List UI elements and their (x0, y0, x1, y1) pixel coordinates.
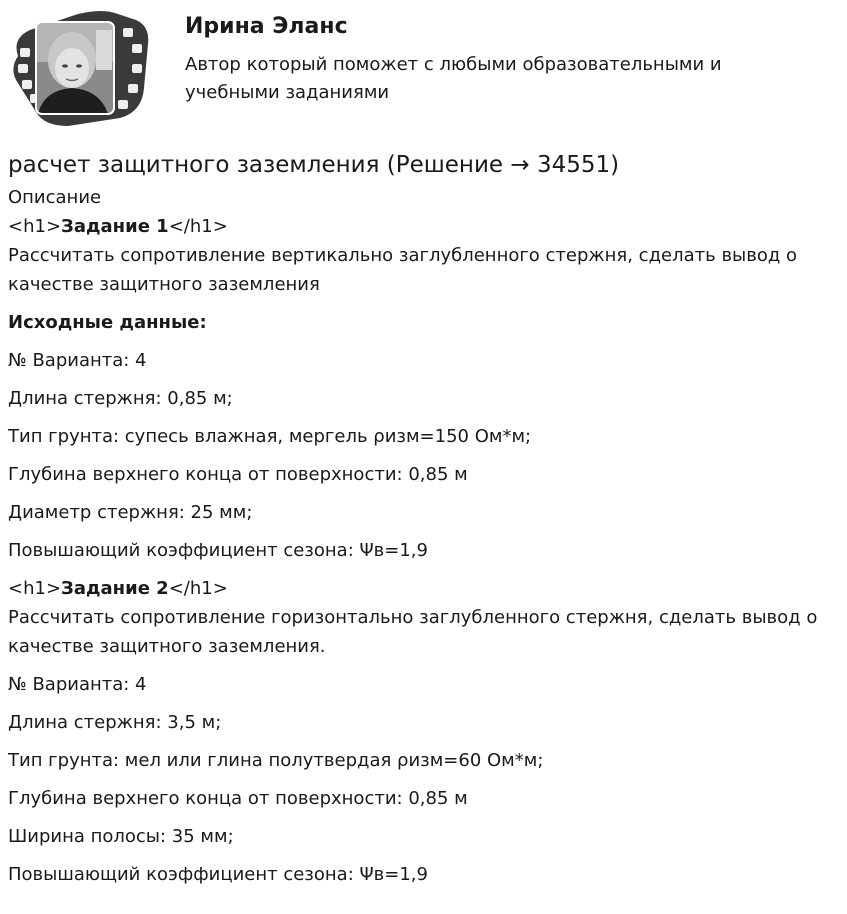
main-content (8, 148, 838, 898)
task1-line-length: Длина стержня: 0,85 м; (8, 388, 233, 409)
task1-tag-open: <h1> (8, 216, 62, 237)
task2-text: Рассчитать сопротивление горизонтально заглубленного стержня, сделать вывод о качестве защитного заземления. (8, 607, 818, 657)
description-label: Описание (8, 187, 102, 208)
author-description: Автор который поможет с любыми образовательными и учебными заданиями (185, 54, 722, 103)
task1-tag-close: </h1> (168, 216, 228, 237)
task2-tag-open: <h1> (8, 578, 62, 599)
task1-heading-text: Задание 1 (61, 216, 169, 237)
task1-line-depth: Глубина верхнего конца от поверхности: 0,85 м (8, 464, 468, 485)
task2-line-length: Длина стержня: 3,5 м; (8, 712, 222, 733)
author-block (0, 0, 847, 130)
task2-line-season-coef: Повышающий коэффициент сезона: Ψв=1,9 (8, 864, 428, 885)
avatar-image (8, 8, 153, 126)
task1-line-soil: Тип грунта: супесь влажная, мергель ρизм=150 Ом*м; (8, 426, 532, 447)
portrait-photo (36, 22, 114, 114)
task2-line-soil: Тип грунта: мел или глина полутвердая ρизм=60 Ом*м; (8, 750, 544, 771)
task1-line-diameter: Диаметр стержня: 25 мм; (8, 502, 253, 523)
author-name: Ирина Эланс (185, 14, 348, 39)
page-title: расчет защитного заземления (Решение → 34551) (8, 152, 620, 178)
avatar (8, 8, 153, 126)
task1-text: Рассчитать сопротивление вертикально заглубленного стержня, сделать вывод о качестве защитного заземления (8, 245, 798, 295)
task2-line-depth: Глубина верхнего конца от поверхности: 0,85 м (8, 788, 468, 809)
task2-line-width: Ширина полосы: 35 мм; (8, 826, 234, 847)
task1-line-variant: № Варианта: 4 (8, 350, 147, 371)
task2-tag-close: </h1> (168, 578, 228, 599)
source-data-label: Исходные данные: (8, 312, 207, 333)
task2-line-variant: № Варианта: 4 (8, 674, 147, 695)
task2-heading (8, 574, 838, 603)
task2-heading-text: Задание 2 (61, 578, 169, 599)
task1-heading (8, 212, 838, 241)
task1-line-season-coef: Повышающий коэффициент сезона: Ψв=1,9 (8, 540, 428, 561)
